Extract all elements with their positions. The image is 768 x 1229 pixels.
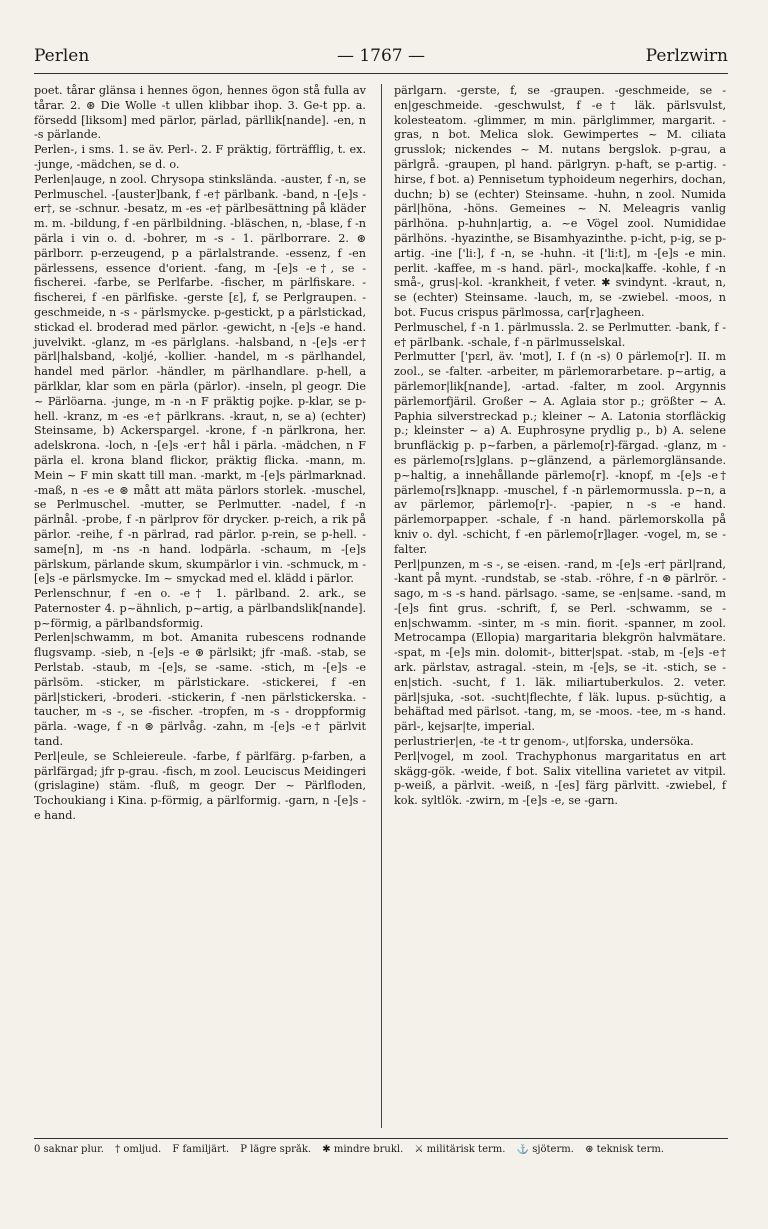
entry-paragraph: pärlgarn. -gerste, f, se -graupen. -geschmeide, se -en|geschmeide. -geschwulst, f -e† läk. pärlsvulst, kolesteatom. -glimmer, m min. pärlglimmer, margarit. -gras, n bot. Melica slok. Gewimpertes ~ M. ciliata grusslok; nickendes ~ M. nutans bergslok. p-grau, a pärlgrå. -graupen, pl hand. pärlgryn. p-haft, se p-artig. -hirse, f bot. a) Pennisetum typhoideum negerhirs, dochan, duchn; b) se (echter) Steinsame. -huhn, n zool. Numida pärl|höna, -höns. Gemeines ~ N. Meleagris vanlig pärlhöna. p-huhn|artig, a. ~e Vögel zool. Numididae pärlhöns. -hyazinthe, se Bisamhyazinthe. p-icht, p-ig, se p-artig. -ine ['li:], f -n, se -huhn. -it ['li:t], m -[e]s -e min. perlit. -kaffee, m -s hand. pärl-, mocka|kaffe. -kohle, f -n små-, grus|-kol. -krankheit, f veter. ✱ svindynt. -kraut, n, se (echter) Steinsame. -lauch, m, se -zwiebel. -moos, n bot. Fucus crispus pärlmossa, car[r]agheen. — [394, 84, 726, 319]
header-left-keyword: Perlen — [34, 46, 90, 66]
legend-item: ⚔ militärisk term. — [414, 1144, 506, 1155]
entry-paragraph: Perlenschnur, f -en o. -e† 1. pärlband. 2. ark., se Paternoster 4. p~ähnlich, p~artig, a pärlbandslik[nande]. p~förmig, a pärlbandsformig. — [34, 587, 366, 630]
right-column — [394, 84, 726, 809]
abbreviation-legend — [34, 1144, 728, 1155]
header-rule — [34, 73, 728, 74]
page-header — [34, 46, 728, 72]
entry-paragraph: poet. tårar glänsa i hennes ögon, hennes ögon stå fulla av tårar. 2. ⊛ Die Wolle -t ullen klibbar ihop. 3. Ge-t pp. a. försedd [liksom] med pärlor, pärlad, pärllik[nande]. -en, n -s pärlande. — [34, 84, 366, 142]
legend-item: ⚓ sjöterm. — [516, 1144, 574, 1155]
entry-paragraph: Perl|eule, se Schleiereule. -farbe, f pärlfärg. p-farben, a pärlfärgad; jfr p-grau. -fisch, m zool. Leuciscus Meidingeri (grislagine) stäm. -fluß, m geogr. Der ~ Pärlfloden, Tochoukiang i Kina. p-förmig, a pärlformig. -garn, n -[e]s -e hand. — [34, 749, 366, 823]
legend-item: † omljud. — [115, 1144, 162, 1155]
legend-item: F familjärt. — [172, 1144, 230, 1155]
footer-rule — [34, 1138, 728, 1139]
page-number: — 1767 — — [336, 46, 426, 66]
entry-paragraph: Perlen|auge, n zool. Chrysopa stinkslända. -auster, f -n, se Perlmuschel. -[auster]bank, f -e† pärlbank. -band, n -[e]s -er†, se -schnur. -besatz, m -es -e† pärlbesättning på kläder m. m. -bildung, f -en pärlbildning. -bläschen, n, -blase, f -n pärla i vin o. d. -bohrer, m -s - 1. pärlborrare. 2. ⊛ pärlborr. p-erzeugend, p a pärlalstrande. -essenz, f -en pärlessens, essence d'orient. -fang, m -[e]s -e†, se -fischerei. -farbe, se Perlfarbe. -fischer, m pärlfiskare. -fischerei, f -en pärlfiske. -gerste [ɛ], f, se Perlgraupen. -geschmeide, n -s - pärlsmycke. p-gestickt, p a pärlstickad, stickad el. broderad med pärlor. -gewicht, n -[e]s -e hand. juvelvikt. -glanz, m -es pärlglans. -halsband, n -[e]s -er† pärl|halsband, -koljé, -kollier. -handel, m -s pärlhandel, handel med pärlor. -händler, m pärlhandlare. p-hell, a pärlklar, klar som en pärla (pärlor). -inseln, pl geogr. Die ~ Pärlöarna. -junge, m -n -n F präktig pojke. p-klar, se p-hell. -kranz, m -es -e† pärlkrans. -kraut, n, se a) (echter) Steinsame, b) Ackerspargel. -krone, f -n pärlkrona, her. adelskrona. -loch, n -[e]s -er† hål i pärla. -mädchen, n F pärla el. krona bland flickor, präktig flicka. -mann, m. Mein ~ F min skatt till man. -markt, m -[e]s pärlmarknad. -maß, n -es -e ⊛ mått att mäta pärlors storlek. -muschel, se Perlmuschel. -mutter, se Perlmutter. -nadel, f -n pärlnål. -probe, f -n pärlprov för drycker. p-reich, a rik på pärlor. -reihe, f -n pärlrad, rad pärlor. p-rein, se p-hell. -same[n], m -ns -n hand. lodpärla. -schaum, m -[e]s pärlskum, pärlande skum, skumpärlor i vin. -schmuck, m -[e]s -e pärlsmycke. Im ~ smyckad med el. klädd i pärlor. — [34, 172, 366, 586]
entry-paragraph: Perlmuschel, f -n 1. pärlmussla. 2. se Perlmutter. -bank, f -e† pärlbank. -schale, f -n pärlmusselskal. — [394, 320, 726, 349]
left-column — [34, 84, 366, 824]
legend-item: P lägre språk. — [240, 1144, 312, 1155]
legend-item: ⊛ teknisk term. — [585, 1144, 665, 1155]
legend-item: ✱ mindre brukl. — [322, 1144, 404, 1155]
entry-paragraph: Perl|vogel, m zool. Trachyphonus margaritatus en art skägg-gök. -weide, f bot. Salix vitellina varietet av vitpil. p-weiß, a pärlvit. -weiß, n -[es] färg pärlvitt. -zwiebel, f kok. syltlök. -zwirn, m -[e]s -e, se -garn. — [394, 749, 726, 808]
entry-paragraph: perlustrier|en, -te -t tr genom-, ut|forska, undersöka. — [394, 735, 694, 749]
entry-paragraph: Perl|punzen, m -s -, se -eisen. -rand, m -[e]s -er† pärl|rand, -kant på mynt. -rundstab, se -stab. -röhre, f -n ⊛ pärlrör. -sago, m -s -s hand. pärlsago. -same, se -en|same. -sand, m -[e]s fint grus. -schrift, f, se Perl. -schwamm, se -en|schwamm. -sinter, m -s min. fiorit. -spanner, m zool. Metrocampa (Ellopia) margaritaria blekgrön halvmätare. -spat, m -[e]s min. dolomit-, bitter|spat. -stab, m -[e]s -e† ark. pärlstav, astragal. -stein, m -[e]s, se -it. -stich, se -en|stich. -sucht, f 1. läk. miliartuberkulos. 2. veter. pärl|sjuka, -sot. -sucht|flechte, f läk. lupus. p-süchtig, a behäftad med pärlsot. -tang, m, se -moos. -tee, m -s hand. pärl-, kejsar|te, imperial. — [394, 557, 726, 734]
entry-paragraph: Perlmutter ['pɛrl, äv. 'mʊt], I. f (n -s) 0 pärlemo[r]. II. m zool., se -falter. -arbeiter, m pärlemorarbetare. p~artig, a pärlemor|lik[nande], -artad. -falter, m zool. Argynnis pärlemorfjäril. Großer ~ A. Aglaia stor p.; größter ~ A. Paphia silverstreckad p.; kleiner ~ A. Latonia storfläckig p.; kleinster ~ a) A. Euphrosyne prydlig p., b) A. selene brunfläckig p. p~farben, a pärlemo[r]-färgad. -glanz, m -es pärlemo[rs]glans. p~glänzend, a pärlemorglänsande. p~haltig, a innehållande pärlemo[r]. -knopf, m -[e]s -e† pärlemo[rs]knapp. -muschel, f -n pärlemormussla. p~n, a av pärlemor, pärlemo[r]-. -papier, n -s -e hand. pärlemorpapper. -schale, f -n hand. pärlemorskolla på kniv o. dyl. -schicht, f -en pärlemo[r]lager. -vogel, m, se -falter. — [394, 350, 726, 556]
entry-paragraph: Perlen|schwamm, m bot. Amanita rubescens rodnande flugsvamp. -sieb, n -[e]s -e ⊛ pärlsikt; jfr -maß. -stab, se Perlstab. -staub, m -[e]s, se -same. -stich, m -[e]s -e pärlsöm. -sticker, m pärlstickare. -stickerei, f -en pärl|stickeri, -broderi. -stickerin, f -nen pärlstickerska. -taucher, m -s -, se -fischer. -tropfen, m -s - droppformig pärla. -wage, f -n ⊛ pärlvåg. -zahn, m -[e]s -e† pärlvit tand. — [34, 631, 366, 749]
entry-paragraph: Perlen-, i sms. 1. se äv. Perl-. 2. F präktig, förträfflig, t. ex. -junge, -mädchen, se d. o. — [34, 143, 366, 171]
header-right-keyword: Perlzwirn — [645, 46, 728, 66]
column-divider — [381, 84, 382, 1128]
legend-item: 0 saknar plur. — [34, 1144, 104, 1155]
